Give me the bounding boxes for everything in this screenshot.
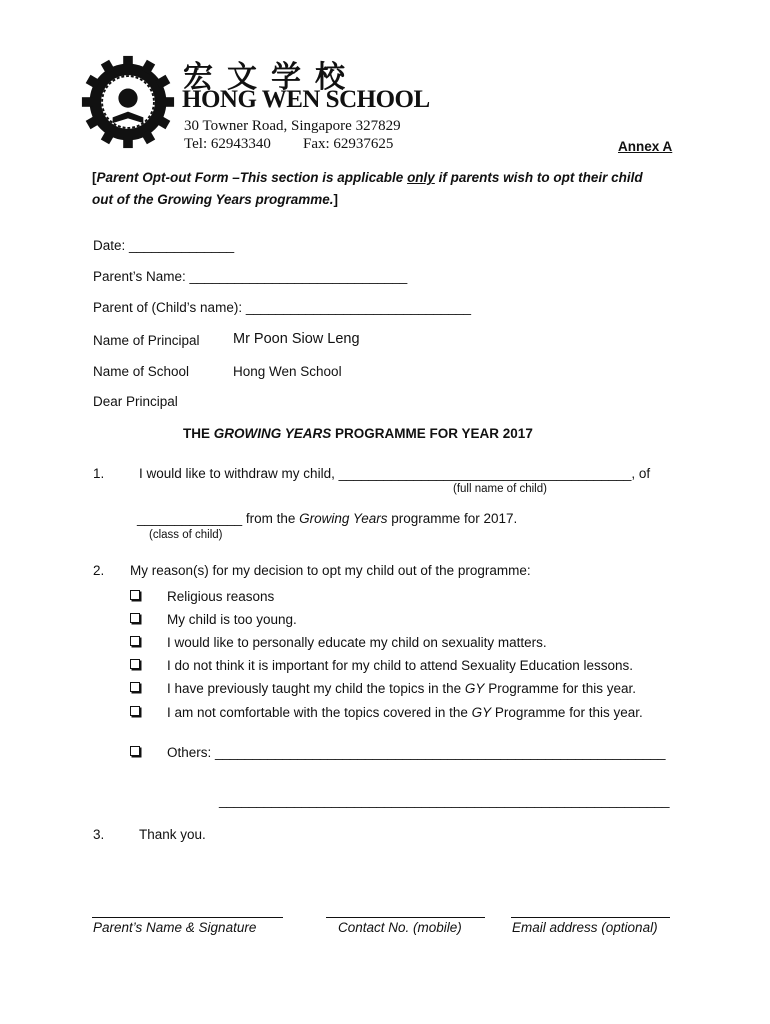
title-prefix: THE <box>183 426 214 441</box>
reason-5-pre: I have previously taught my child the topics in the <box>167 681 465 696</box>
title-italic: GROWING YEARS <box>213 426 332 441</box>
intro-line-1 <box>92 167 643 189</box>
reason-previously-taught <box>167 681 636 696</box>
others-field-line-2[interactable]: ____________________________________________________________ <box>219 793 670 808</box>
others-field[interactable]: Others: ____________________________________________________________ <box>167 745 666 760</box>
checkbox-others[interactable] <box>130 746 140 756</box>
intro-text-1: Parent Opt-out Form –This section is applicable <box>96 170 408 185</box>
checkbox-religious[interactable] <box>130 590 140 600</box>
email-label: Email address (optional) <box>512 920 658 935</box>
item-1-number: 1. <box>93 466 105 481</box>
principal-value: Mr Poon Siow Leng <box>233 331 360 347</box>
checkbox-personally-educate[interactable] <box>130 636 140 646</box>
intro-close-bracket: ] <box>333 192 339 207</box>
reason-personally-educate: I would like to personally educate my child on sexuality matters. <box>167 635 547 650</box>
reason-6-post: Programme for this year. <box>491 705 643 720</box>
intro-text-3: out of the Growing Years programme. <box>92 192 334 207</box>
growing-years-text: Growing Years <box>299 511 388 526</box>
school-tel: Tel: 62943340 <box>184 136 271 152</box>
reason-6-pre: I am not comfortable with the topics covered in the <box>167 705 472 720</box>
class-hint: (class of child) <box>149 529 223 541</box>
class-line <box>137 511 517 526</box>
contact-label: Contact No. (mobile) <box>338 920 462 935</box>
school-name: HONG WEN SCHOOL <box>182 86 430 113</box>
checkbox-too-young[interactable] <box>130 613 140 623</box>
reason-6-gy: GY <box>471 705 492 720</box>
thank-you: Thank you. <box>139 827 206 842</box>
programme-title <box>183 426 533 441</box>
school-address: 30 Towner Road, Singapore 327829 <box>184 118 401 134</box>
school-logo <box>80 54 176 150</box>
parent-signature-label: Parent’s Name & Signature <box>93 920 257 935</box>
checkbox-not-important[interactable] <box>130 659 140 669</box>
intro-line-2 <box>92 189 338 211</box>
checkbox-previously-taught[interactable] <box>130 682 140 692</box>
reason-not-important: I do not think it is important for my child to attend Sexuality Education lessons. <box>167 658 633 673</box>
salutation: Dear Principal <box>93 394 178 409</box>
date-field[interactable]: Date: ______________ <box>93 238 235 253</box>
parent-name-field[interactable]: Parent’s Name: _____________________________ <box>93 269 408 284</box>
intro-text-2: if parents wish to opt their child <box>434 170 643 185</box>
class-field[interactable]: ______________ <box>137 511 243 526</box>
checkbox-not-comfortable[interactable] <box>130 706 140 716</box>
school-value: Hong Wen School <box>233 364 342 379</box>
item-3-number: 3. <box>93 827 105 842</box>
title-suffix: PROGRAMME FOR YEAR 2017 <box>331 426 533 441</box>
reason-5-gy: GY <box>464 681 485 696</box>
reason-not-comfortable <box>167 705 643 720</box>
school-label: Name of School <box>93 364 190 379</box>
reasons-intro: My reason(s) for my decision to opt my child out of the programme: <box>130 563 531 578</box>
reason-too-young: My child is too young. <box>167 612 297 627</box>
from-text: from the <box>242 511 300 526</box>
item-2-number: 2. <box>93 563 105 578</box>
parent-signature-line[interactable] <box>92 917 283 918</box>
programme-text: programme for 2017. <box>387 511 518 526</box>
reason-5-post: Programme for this year. <box>484 681 636 696</box>
school-fax: Fax: 62937625 <box>303 136 394 152</box>
intro-only: only <box>407 170 435 185</box>
full-name-hint: (full name of child) <box>453 483 547 495</box>
reason-religious: Religious reasons <box>167 589 275 604</box>
child-name-field[interactable]: Parent of (Child’s name): ______________________________ <box>93 300 472 315</box>
withdraw-child-field[interactable]: I would like to withdraw my child, _______________________________________, of <box>139 466 651 481</box>
school-chinese-name: 宏文学校 <box>183 60 359 95</box>
contact-signature-line[interactable] <box>326 917 485 918</box>
email-signature-line[interactable] <box>511 917 670 918</box>
principal-label: Name of Principal <box>93 333 200 348</box>
intro-open-bracket: [ <box>92 170 97 185</box>
annex-label: Annex A <box>618 139 673 154</box>
